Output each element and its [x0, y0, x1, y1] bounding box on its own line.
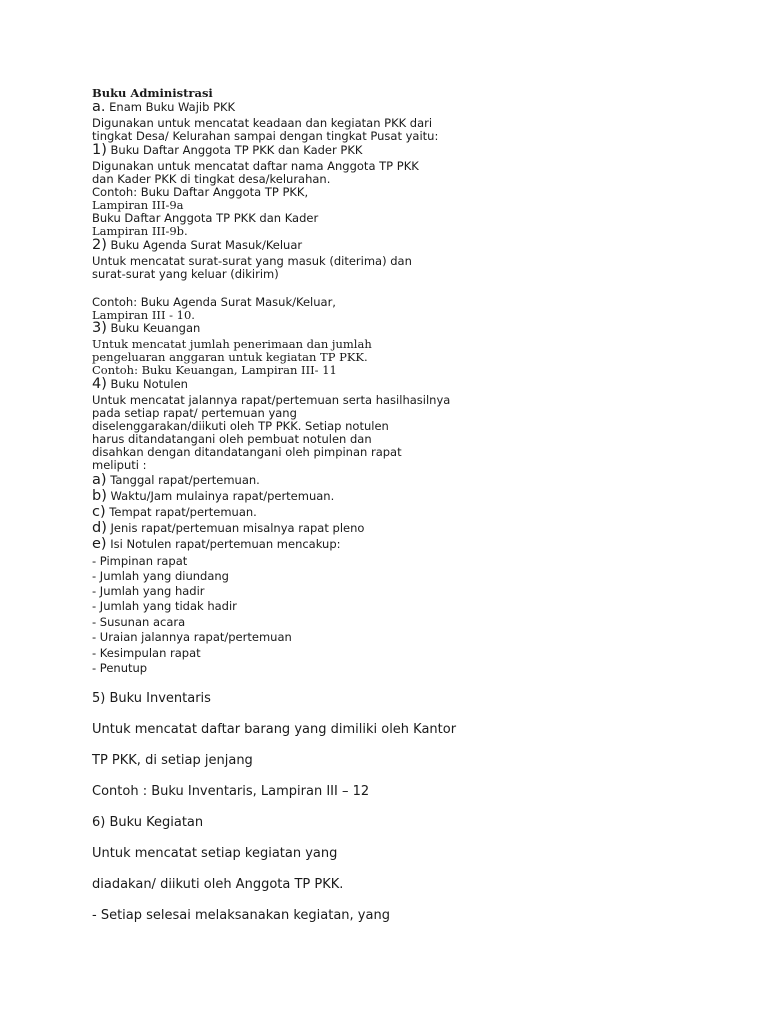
text-line: [92, 144, 362, 157]
text-line: tingkat Desa/ Kelurahan sampai dengan tingkat Pusat yaitu:: [92, 129, 439, 143]
list-marker: 3): [92, 320, 107, 336]
text-line: harus ditandatangani oleh pembuat notulen dan: [92, 432, 372, 446]
list-marker: e): [92, 536, 107, 552]
line-text: Buku Daftar Anggota TP PKK dan Kader PKK: [110, 143, 363, 157]
text-line: surat-surat yang keluar (dikirim): [92, 267, 279, 281]
section-heading: 6) Buku Kegiatan: [92, 815, 204, 830]
list-item: - Jumlah yang diundang: [92, 569, 229, 583]
text-line: pada setiap rapat/ pertemuan yang: [92, 406, 297, 420]
text-line: disahkan dengan ditandatangani oleh pimpinan rapat: [92, 445, 402, 459]
text-line: [92, 239, 302, 252]
list-item: - Jumlah yang tidak hadir: [92, 599, 237, 613]
line-text: Enam Buku Wajib PKK: [109, 100, 236, 114]
line-text: Tempat rapat/pertemuan.: [109, 505, 257, 519]
text-line: Buku Daftar Anggota TP PKK dan Kader: [92, 211, 319, 225]
text-line: [92, 506, 257, 519]
list-item: - Kesimpulan rapat: [92, 646, 201, 660]
text-line: Untuk mencatat daftar barang yang dimiliki oleh Kantor: [92, 722, 457, 737]
text-line: Untuk mencatat jalannya rapat/pertemuan serta hasilhasilnya: [92, 393, 451, 407]
text-line: Untuk mencatat surat-surat yang masuk (diterima) dan: [92, 254, 412, 268]
list-marker: 4): [92, 376, 107, 392]
text-line: TP PKK, di setiap jenjang: [92, 753, 253, 768]
text-line: Contoh: Buku Keuangan, Lampiran III- 11: [92, 363, 337, 377]
text-line: dan Kader PKK di tingkat desa/kelurahan.: [92, 172, 331, 186]
text-line: diadakan/ diikuti oleh Anggota TP PKK.: [92, 877, 344, 892]
text-line: Untuk mencatat setiap kegiatan yang: [92, 846, 338, 861]
line-text: Waktu/Jam mulainya rapat/pertemuan.: [110, 489, 335, 503]
list-item: - Susunan acara: [92, 615, 186, 629]
text-line: diselenggarakan/diikuti oleh TP PKK. Setiap notulen: [92, 419, 389, 433]
text-line: [92, 378, 188, 391]
list-marker: a): [92, 472, 107, 488]
text-line: meliputi :: [92, 458, 147, 472]
text-line: Contoh: Buku Agenda Surat Masuk/Keluar,: [92, 295, 336, 309]
text-line: [92, 538, 341, 551]
line-text: Buku Agenda Surat Masuk/Keluar: [110, 238, 303, 252]
text-line: Lampiran III-9b.: [92, 224, 188, 238]
line-text: Tanggal rapat/pertemuan.: [110, 473, 260, 487]
text-line: [92, 474, 260, 487]
text-line: Contoh : Buku Inventaris, Lampiran III – 12: [92, 784, 370, 799]
text-line: Contoh: Buku Daftar Anggota TP PKK,: [92, 185, 309, 199]
text-line: Lampiran III-9a: [92, 198, 184, 212]
list-marker: d): [92, 520, 107, 536]
list-item: - Pimpinan rapat: [92, 554, 188, 568]
document-title: Buku Administrasi: [92, 86, 213, 100]
text-line: [92, 490, 334, 503]
line-text: Buku Notulen: [110, 377, 188, 391]
text-line: pengeluaran anggaran untuk kegiatan TP PKK.: [92, 350, 368, 364]
text-line: Digunakan untuk mencatat keadaan dan kegiatan PKK dari: [92, 116, 433, 130]
text-line: [92, 101, 235, 114]
line-text: Buku Keuangan: [110, 321, 201, 335]
list-marker: 2): [92, 237, 107, 253]
list-item: - Penutup: [92, 661, 148, 675]
line-text: Isi Notulen rapat/pertemuan mencakup:: [110, 537, 341, 551]
list-item: - Jumlah yang hadir: [92, 584, 205, 598]
text-line: Lampiran III - 10.: [92, 308, 195, 322]
text-line: - Setiap selesai melaksanakan kegiatan, yang: [92, 908, 390, 923]
section-heading: 5) Buku Inventaris: [92, 691, 211, 706]
list-item: - Uraian jalannya rapat/pertemuan: [92, 630, 292, 644]
text-line: Untuk mencatat jumlah penerimaan dan jumlah: [92, 337, 372, 351]
list-marker: 1): [92, 142, 107, 158]
text-line: Digunakan untuk mencatat daftar nama Anggota TP PKK: [92, 159, 419, 173]
line-text: Jenis rapat/pertemuan misalnya rapat pleno: [110, 521, 365, 535]
text-line: [92, 522, 364, 535]
list-marker: a.: [92, 99, 106, 115]
text-line: [92, 322, 200, 335]
list-marker: b): [92, 488, 107, 504]
list-marker: c): [92, 504, 106, 520]
